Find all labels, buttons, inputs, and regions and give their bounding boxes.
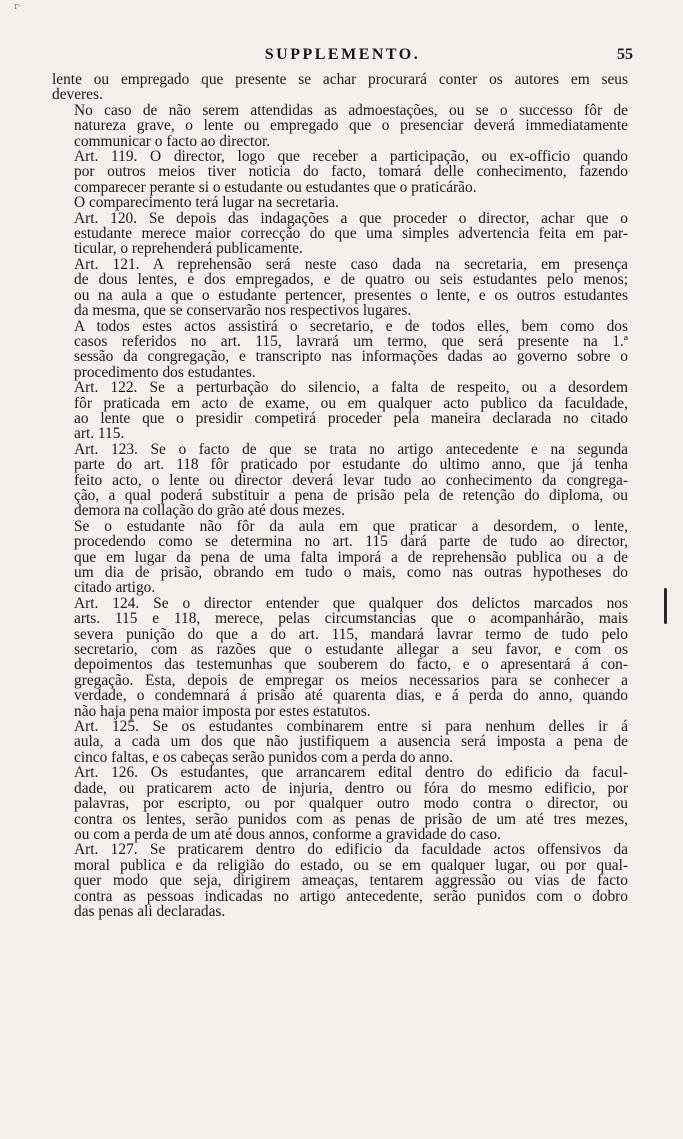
text-line: por outros meios tiver noticia do facto, tomará delle conhecimento, fazendo: [74, 163, 628, 181]
paragraph: [52, 765, 628, 842]
text-line: A todos estes actos assistirá o secretario, e de todos elles, bem como dos: [74, 317, 628, 335]
text-line: citado artigo.: [74, 579, 156, 597]
running-title: SUPPLEMENTO.: [264, 46, 421, 63]
text-line: sessão da congregação, e transcripto nas informações dadas ao governo sobre o: [74, 348, 628, 366]
margin-mark: [664, 588, 667, 624]
text-line: quer modo que seja, dirigirem ameaças, tentarem aggressão ou vias de facto: [74, 872, 628, 890]
text-line: demora na collação do grão até dous mezes.: [74, 502, 345, 520]
text-line: ou na aula a que o estudante pertencer, presentes o lente, e os outros estudantes: [74, 286, 628, 304]
text-line: procedendo como se determina no art. 115 dará parte de tudo ao director,: [74, 533, 628, 551]
text-line: O comparecimento terá lugar na secretaria.: [74, 194, 339, 212]
corner-mark: r·: [14, 2, 22, 12]
text-line: gregação. Esta, depois de empregar os meios necessarios para se conhecer a: [74, 671, 628, 689]
page-header: [52, 46, 633, 68]
text-line: ticular, o reprehenderá publicamente.: [74, 240, 303, 258]
paragraph: [52, 596, 628, 719]
text-line: deveres.: [52, 86, 103, 104]
text-line: não haja pena maior imposta por estes estatutos.: [74, 702, 371, 720]
text-line: lente ou empregado que presente se achar procurará conter os autores em seus: [52, 71, 628, 88]
text-line: communicar o facto ao director.: [74, 132, 271, 150]
text-line: contra os lentes, serão punidos com as penas de prisão de um até tres mezes,: [74, 810, 628, 828]
text-line: ao lente que o presidir competirá proceder pela maneira declarada no citado: [74, 409, 628, 427]
text-line: da mesma, que se conservarão nos respectivos lugares.: [74, 302, 412, 320]
text-line: das penas ali declaradas.: [74, 902, 226, 920]
text-line: Art. 124. Se o director entender que qualquer dos delictos marcados nos: [74, 594, 628, 612]
text-line: fôr praticada em acto de exame, ou em qualquer acto publico da faculdade,: [74, 394, 628, 412]
paragraph: [52, 149, 628, 195]
text-line: Art. 123. Se o facto de que se trata no artigo antecedente e na segunda: [74, 440, 628, 458]
text-line: um dia de prisão, obrando em tudo o mais, como nas outras hypotheses do: [74, 564, 628, 581]
text-line: contra as pessoas indicadas no artigo antecedente, serão punidos com o dobro: [74, 887, 628, 905]
body-text: [52, 72, 628, 919]
paragraph: [52, 72, 628, 103]
text-line: dade, ou praticarem acto de injuria, dentro ou fóra do mesmo edificio, por: [74, 779, 628, 797]
text-line: Art. 119. O director, logo que receber a participação, ou ex-officio quando: [74, 148, 628, 166]
paragraph: [52, 719, 628, 765]
paragraph: [52, 319, 628, 381]
text-line: No caso de não serem attendidas as admoestações, ou se o successo fôr de: [74, 101, 628, 119]
text-line: Art. 120. Se depois das indagações a que proceder o director, achar que o: [74, 209, 628, 227]
text-line: parte do art. 118 fôr praticado por estudante do ultimo anno, que já tenha: [74, 456, 628, 474]
text-line: Art. 125. Se os estudantes combinarem entre si para nenhum delles ir á: [74, 718, 628, 736]
paragraph: [52, 103, 628, 149]
text-line: aula, a cada um dos que não justifiquem a ausencia será imposta a pena de: [74, 733, 628, 751]
text-line: arts. 115 e 118, merece, pelas circumstancias que o acompanhárão, mais: [74, 610, 628, 628]
text-line: ou com a perda de um até dous annos, conforme a gravidade do caso.: [74, 825, 501, 843]
text-line: Art. 127. Se praticarem dentro do edificio da faculdade actos offensivos da: [74, 841, 628, 859]
text-line: secretario, com as razões que o estudante allegar a seu favor, e com os: [74, 641, 628, 659]
text-line: Art. 126. Os estudantes, que arrancarem edital dentro do edificio da facul-: [74, 764, 628, 782]
paragraph: [52, 211, 628, 257]
text-line: Art. 122. Se a perturbação do silencio, a falta de respeito, ou a desordem: [74, 379, 628, 397]
text-line: depoimentos das testemunhas que souberem do facto, e o apresentará á con-: [74, 656, 628, 674]
text-line: art. 115.: [74, 425, 125, 443]
text-line: severa punição do que a do art. 115, mandará lavrar termo de tudo pelo: [74, 625, 628, 643]
text-line: feito acto, o lente ou director deverá levar tudo ao conhecimento da congrega-: [74, 471, 628, 489]
text-line: ção, a qual poderá substituir a pena de prisão pela de retenção do diploma, ou: [74, 486, 628, 504]
text-line: moral publica e da religião do estado, ou se em qualquer lugar, ou por qual-: [74, 856, 628, 874]
text-line: natureza grave, o lente ou empregado que o presenciar deverá immediatamente: [74, 117, 628, 135]
paragraph: [52, 842, 628, 919]
text-line: de dous lentes, e dos empregados, e de quatro ou seis estudantes pelo menos;: [74, 271, 628, 289]
text-line: estudante merece maior correcção do que uma simples advertencia feita em par-: [74, 225, 628, 243]
text-line: comparecer perante si o estudante ou estudantes que o praticárão.: [74, 178, 477, 196]
text-line: que em lugar da pena de uma falta imporá a de reprehensão publica ou a de: [74, 548, 628, 566]
text-line: casos referidos no art. 115, lavrará um termo, que será presente na 1.ª: [74, 332, 628, 350]
paragraph: [52, 442, 628, 519]
text-line: Se o estudante não fôr da aula em que praticar a desordem, o lente,: [74, 517, 628, 535]
text-line: Art. 121. A reprehensão será neste caso dada na secretaria, em presença: [74, 255, 628, 273]
text-line: procedimento dos estudantes.: [74, 363, 256, 381]
paragraph: [52, 257, 628, 319]
paragraph: [52, 195, 628, 210]
paragraph: [52, 519, 628, 596]
text-line: palavras, por escripto, ou por qualquer outro modo contra o director, ou: [74, 795, 628, 813]
text-line: cinco faltas, e os cabeças serão punidos com a perda do anno.: [74, 748, 454, 766]
paragraph: [52, 380, 628, 442]
text-line: verdade, o condemnará á prisão até quarenta dias, e á perda do anno, quando: [74, 687, 628, 705]
page-number: 55: [617, 46, 633, 63]
